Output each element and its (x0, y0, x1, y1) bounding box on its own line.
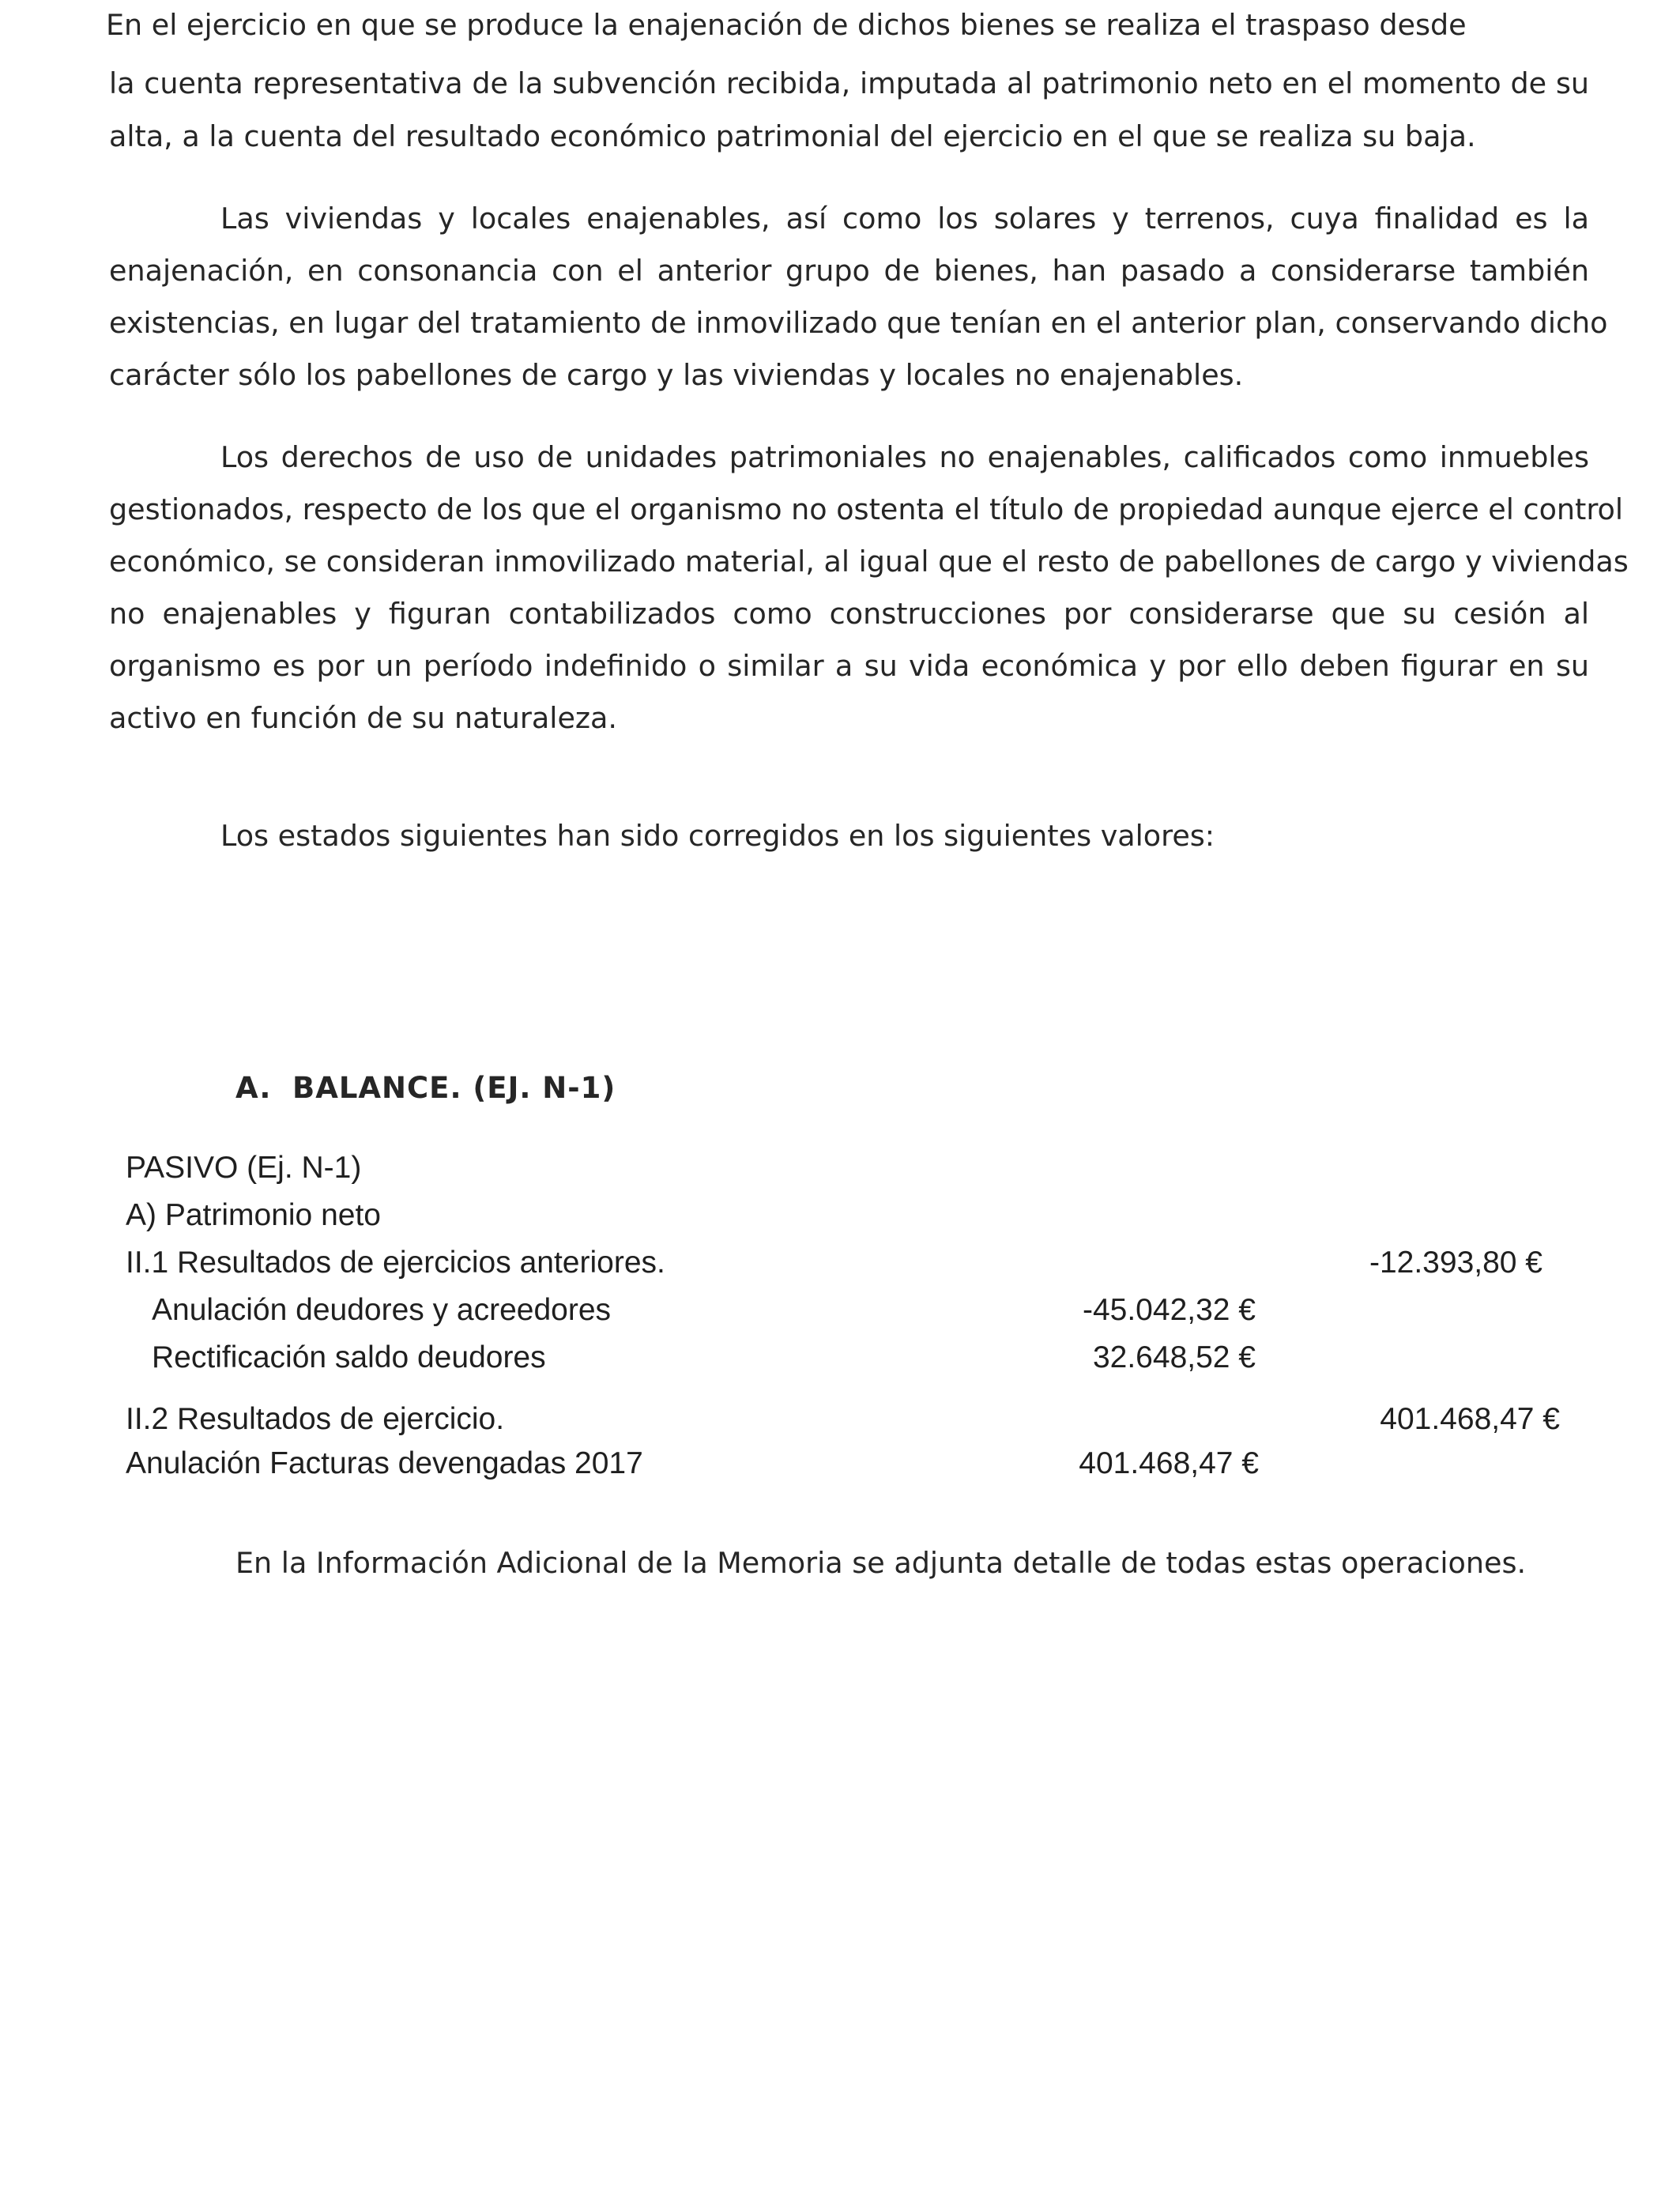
balance-row-label: II.1 Resultados de ejercicios anteriores. (126, 1246, 665, 1280)
section-heading (235, 1073, 616, 1103)
paragraph-line: enajenación, en consonancia con el anterior grupo de bienes, han pasado a considerarse también (109, 254, 1589, 288)
paragraph-line: carácter sólo los pabellones de cargo y las viviendas y locales no enajenables. (109, 358, 1244, 392)
corrected-states-text: Los estados siguientes han sido corregidos en los siguientes valores: (220, 819, 1215, 853)
balance-row-detail: -45.042,32 € (1082, 1293, 1256, 1327)
section-letter: A. (235, 1071, 272, 1105)
pasivo-label: PASIVO (Ej. N-1) (126, 1151, 362, 1185)
balance-row-label: Rectificación saldo deudores (152, 1340, 546, 1374)
balance-row-label: Anulación Facturas devengadas 2017 (126, 1446, 643, 1480)
balance-row-label: II.2 Resultados de ejercicio. (126, 1402, 505, 1436)
balance-row-total: 401.468,47 € (1380, 1402, 1560, 1436)
paragraph-line: no enajenables y figuran contabilizados como construcciones por considerarse que su cesión al (109, 597, 1589, 631)
paragraph-line: activo en función de su naturaleza. (109, 701, 618, 735)
intro-line: alta, a la cuenta del resultado económico patrimonial del ejercicio en el que se realiza su baja. (109, 119, 1476, 153)
closing-text: En la Información Adicional de la Memoria se adjunta detalle de todas estas operaciones. (235, 1546, 1527, 1580)
balance-row-detail: 32.648,52 € (1092, 1340, 1256, 1374)
paragraph-line: existencias, en lugar del tratamiento de inmovilizado que tenían en el anterior plan, conservando dicho (109, 306, 1608, 340)
patrimonio-neto-label: A) Patrimonio neto (126, 1198, 381, 1232)
balance-row-total: -12.393,80 € (1369, 1246, 1543, 1280)
paragraph-line: económico, se consideran inmovilizado material, al igual que el resto de pabellones de cargo y viviendas (109, 545, 1629, 579)
balance-row-label: Anulación deudores y acreedores (152, 1293, 612, 1327)
section-title: BALANCE. (EJ. N-1) (292, 1071, 616, 1105)
paragraph-line: Los derechos de uso de unidades patrimoniales no enajenables, calificados como inmuebles (220, 440, 1589, 474)
intro-line: En el ejercicio en que se produce la enajenación de dichos bienes se realiza el traspaso desde (106, 8, 1467, 42)
balance-row-detail: 401.468,47 € (1079, 1446, 1259, 1480)
paragraph-line: Las viviendas y locales enajenables, así como los solares y terrenos, cuya finalidad es la (220, 202, 1589, 236)
paragraph-line: organismo es por un período indefinido o similar a su vida económica y por ello deben figurar en su (109, 649, 1589, 683)
intro-line: la cuenta representativa de la subvención recibida, imputada al patrimonio neto en el momento de su (109, 66, 1589, 100)
paragraph-line: gestionados, respecto de los que el organismo no ostenta el título de propiedad aunque ejerce el control (109, 492, 1624, 526)
